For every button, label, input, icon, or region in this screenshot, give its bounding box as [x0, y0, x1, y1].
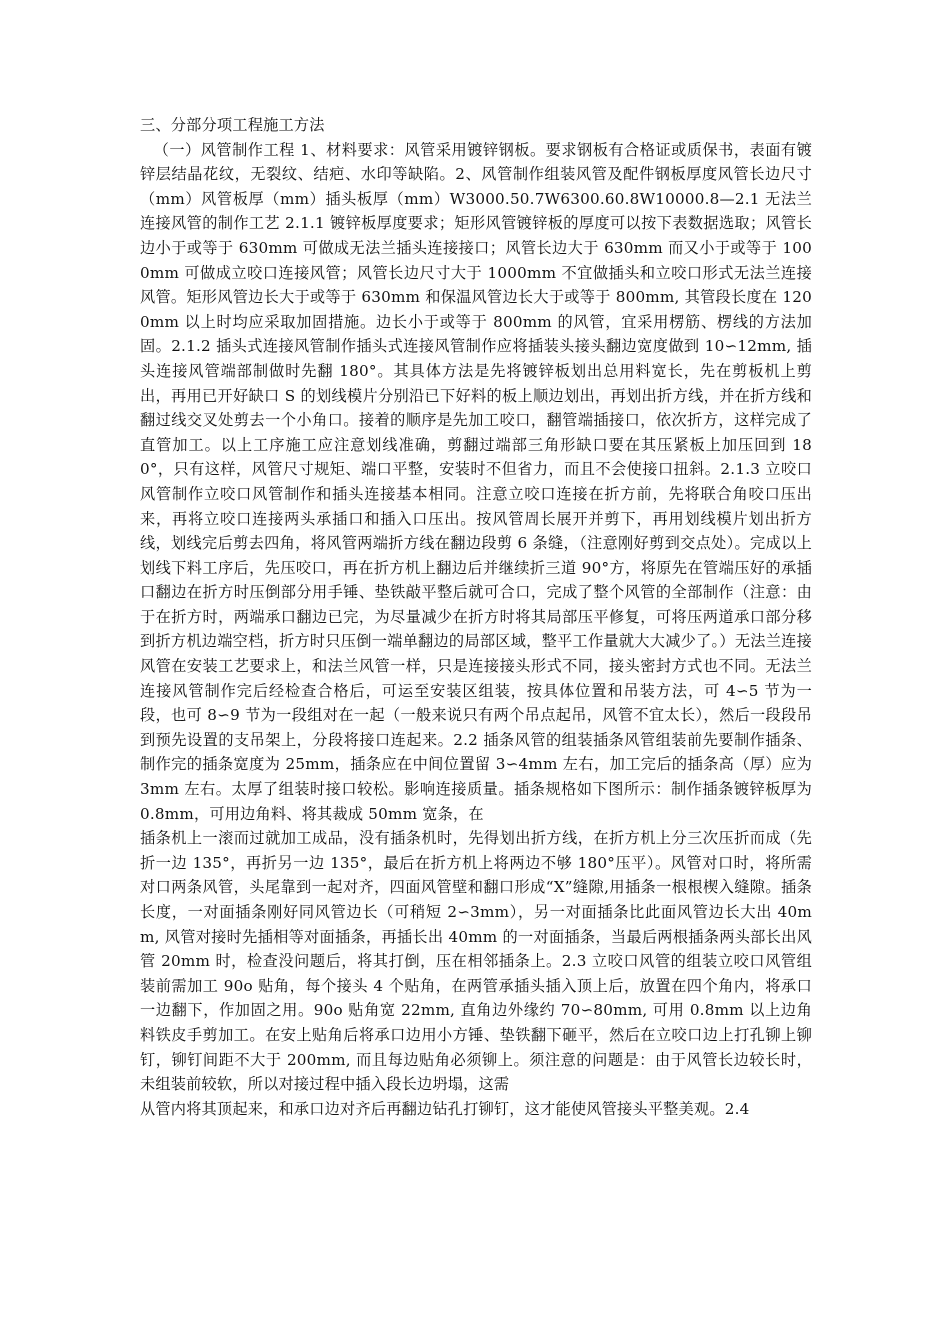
- section-heading: 三、分部分项工程施工方法: [140, 116, 325, 134]
- paragraph-duct-fabrication: （一）风管制作工程 1、材料要求：风管采用镀锌钢板。要求钢板有合格证或质保书，表面有镀锌层结晶花纹，无裂纹、结疤、水印等缺陷。2、风管制作组装风管及配件钢板厚度风管长边尺寸（mm）风管板厚（mm）插头板厚（mm）W3000.50.7W6300.60.8W10000.8—2.1 无法兰连接风管的制作工艺 2.1.1 镀锌板厚度要求；矩形风管镀锌板的厚度可以按下表数据选取；风管长边小于或等于 630mm 可做成无法兰插头连接接口；风管长边大于 630mm 而又小于或等于 1000mm 可做成立咬口连接风管；风管长边尺寸大于 1000mm 不宜做插头和立咬口形式无法兰连接风管。矩形风管边长大于或等于 630mm 和保温风管边长大于或等于 800mm, 其管段长度在 1200mm 以上时均应采取加固措施。边长小于或等于 800mm 的风管，宜采用楞筋、楞线的方法加固。2.1.2 插头式连接风管制作插头式连接风管制作应将插装头接头翻边宽度做到 10∽12mm, 插头连接风管端部制做时先翻 180°。其具体方法是先将镀锌板划出总用料宽长，先在剪板机上剪出，再用已开好缺口 S 的划线模片分别沿已下好料的板上顺边划出，再划出折方线，并在折方线和翻过线交叉处剪去一个小角口。接着的顺序是先加工咬口，翻管端插接口，依次折方，这样完成了直管加工。以上工序施工应注意划线准确，剪翻过端部三角形缺口要在其压紧板上加压回到 180°，只有这样，风管尺寸规矩、端口平整，安装时不但省力，而且不会使接口扭斜。2.1.3 立咬口风管制作立咬口风管制作和插头连接基本相同。注意立咬口连接在折方前，先将联合角咬口压出来，再将立咬口连接两头承插口和插入口压出。按风管周长展开并剪下，再用划线模片划出折方线，划线完后剪去四角，将风管两端折方线在翻边段剪 6 条缝，（注意刚好剪到交点处）。完成以上划线下料工序后，先压咬口，再在折方机上翻边后并继续折三道 90°方，将原先在管端压好的承插口翻边在折方时压倒部分用手锤、垫铁敲平整后就可合口，完成了整个风管的全部制作（注意：由于在折方时，两端承口翻边已完，为尽量减少在折方时将其局部压平修复，可将压两道承口部分移到折方机边端空档，折方时只压倒一端单翻边的局部区域，整平工作量就大大减少了。）无法兰连接风管在安装工艺要求上，和法兰风管一样，只是连接接头形式不同，接头密封方式也不同。无法兰连接风管制作完后经检查合格后，可运至安装区组装，按具体位置和吊装方法，可 4∽5 节为一段，也可 8∽9 节为一段组对在一起（一般来说只有两个吊点起吊，风管不宜太长），然后一段段吊到预先设置的支吊架上，分段将接口连起来。2.2 插条风管的组装插条风管组装前先要制作插条、制作完的插条宽度为 25mm，插条应在中间位置留 3∽4mm 左右，加工完后的插条高（厚）应为 3mm 左右。太厚了组装时接口较松。影响连接质量。插条规格如下图所示：制作插条镀锌板厚为 0.8mm，可用边角料、将其裁成 50mm 宽条，在: [140, 140, 812, 823]
- document-page: [140, 113, 812, 1121]
- paragraph-insert-strip: 插条机上一滚而过就加工成品，没有插条机时，先得划出折方线，在折方机上分三次压折而成（先折一边 135°，再折另一边 135°，最后在折方机上将两边不够 180°压平）。风管对口时，将所需对口两条风管，头尾靠到一起对齐，四面风管壁和翻口形成“X”缝隙,用插条一根根楔入缝隙。插条长度，一对面插条刚好同风管边长（可稍短 2∽3mm），另一对面插条比此面风管边长大出 40mm, 风管对接时先插相等对面插条，再插长出 40mm 的一对面插条，当最后两根插条两头部长出风管 20mm 时，检查没问题后，将其打倒，压在相邻插条上。2.3 立咬口风管的组装立咬口风管组装前需加工 90o 贴角，每个接头 4 个贴角，在两管承插头插入顶上后，放置在四个角内，将承口一边翻下，作加固之用。90o 贴角宽 22mm, 直角边外缘约 70∽80mm, 可用 0.8mm 以上边角料铁皮手剪加工。在安上贴角后将承口边用小方锤、垫铁翻下砸平，然后在立咬口边上打孔铆上铆钉，铆钉间距不大于 200mm, 而且每边贴角必须铆上。须注意的问题是：由于风管长边较长时，未组装前较软，所以对接过程中插入段长边坍塌，这需: [140, 829, 812, 1094]
- paragraph-continuation: 从管内将其顶起来，和承口边对齐后再翻边钻孔打铆钉，这才能使风管接头平整美观。2.4: [140, 1099, 750, 1118]
